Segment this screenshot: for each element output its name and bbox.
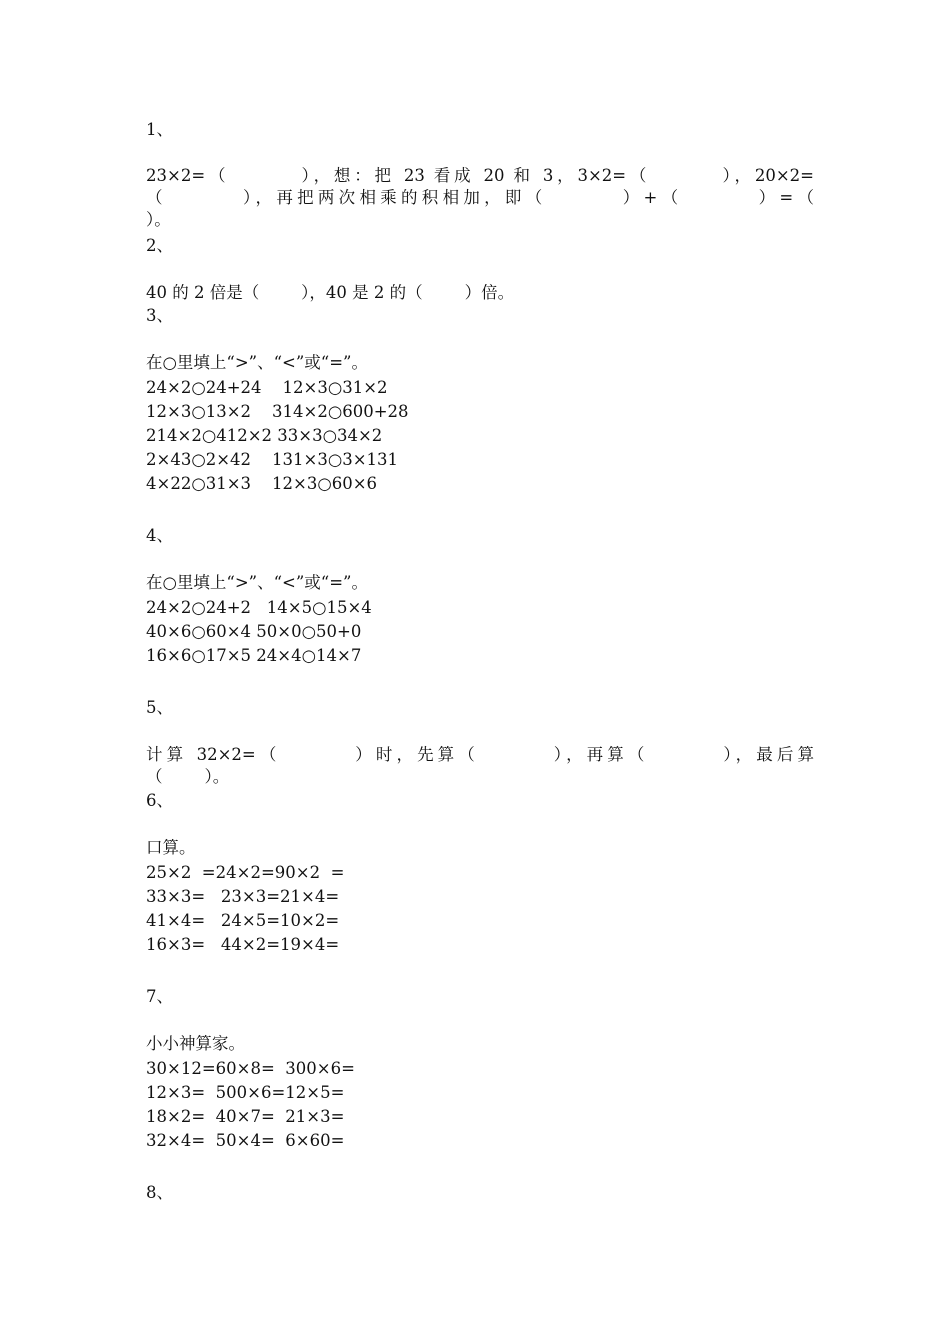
question-6-number: 6、 xyxy=(146,791,173,810)
question-4-row: 24×2○24+2 14×5○15×4 xyxy=(146,598,372,617)
question-1-line-3: ）。 xyxy=(146,210,171,229)
question-4-row: 40×6○60×4 50×0○50+0 xyxy=(146,622,362,641)
question-4-number: 4、 xyxy=(146,526,173,545)
question-3-row: 214×2○412×2 33×3○34×2 xyxy=(146,426,383,445)
question-7-row: 30×12=60×8= 300×6= xyxy=(146,1059,355,1078)
question-7-number: 7、 xyxy=(146,987,173,1006)
question-7-row: 18×2= 40×7= 21×3= xyxy=(146,1107,345,1126)
question-4-instruction: 在○里填上“>”、“<”或“=”。 xyxy=(146,573,368,592)
question-6-row: 41×4= 24×5=10×2= xyxy=(146,911,340,930)
question-3-number: 3、 xyxy=(146,306,173,325)
question-1-line-1: 23×2=（ ），想：把 23 看成 20 和 3，3×2=（ ），20×2= xyxy=(146,166,814,185)
question-2-line-1: 40 的 2 倍是（ ），40 是 2 的（ ）倍。 xyxy=(146,283,515,302)
question-3-row: 4×22○31×3 12×3○60×6 xyxy=(146,474,378,493)
question-1-number: 1、 xyxy=(146,120,173,139)
question-5-line-2: （ ）。 xyxy=(146,767,230,786)
question-6-row: 16×3= 44×2=19×4= xyxy=(146,935,340,954)
question-1-line-2: （ ），再把两次相乘的积相加，即（ ）+（ ）=（ xyxy=(146,188,814,207)
question-5-number: 5、 xyxy=(146,698,173,717)
question-3-row: 12×3○13×2 314×2○600+28 xyxy=(146,402,409,421)
question-6-instruction: 口算。 xyxy=(146,838,196,857)
question-4-row: 16×6○17×5 24×4○14×7 xyxy=(146,646,362,665)
question-6-row: 25×2 =24×2=90×2 = xyxy=(146,863,345,882)
question-2-number: 2、 xyxy=(146,236,173,255)
question-7-row: 12×3= 500×6=12×5= xyxy=(146,1083,345,1102)
question-6-row: 33×3= 23×3=21×4= xyxy=(146,887,340,906)
question-3-instruction: 在○里填上“>”、“<”或“=”。 xyxy=(146,353,368,372)
question-5-line-1: 计算 32×2=（ ）时，先算（ ），再算（ ），最后算 xyxy=(146,745,814,764)
question-3-row: 24×2○24+24 12×3○31×2 xyxy=(146,378,388,397)
question-3-row: 2×43○2×42 131×3○3×131 xyxy=(146,450,399,469)
question-7-instruction: 小小神算家。 xyxy=(146,1034,245,1053)
question-8-number: 8、 xyxy=(146,1183,173,1202)
question-7-row: 32×4= 50×4= 6×60= xyxy=(146,1131,345,1150)
